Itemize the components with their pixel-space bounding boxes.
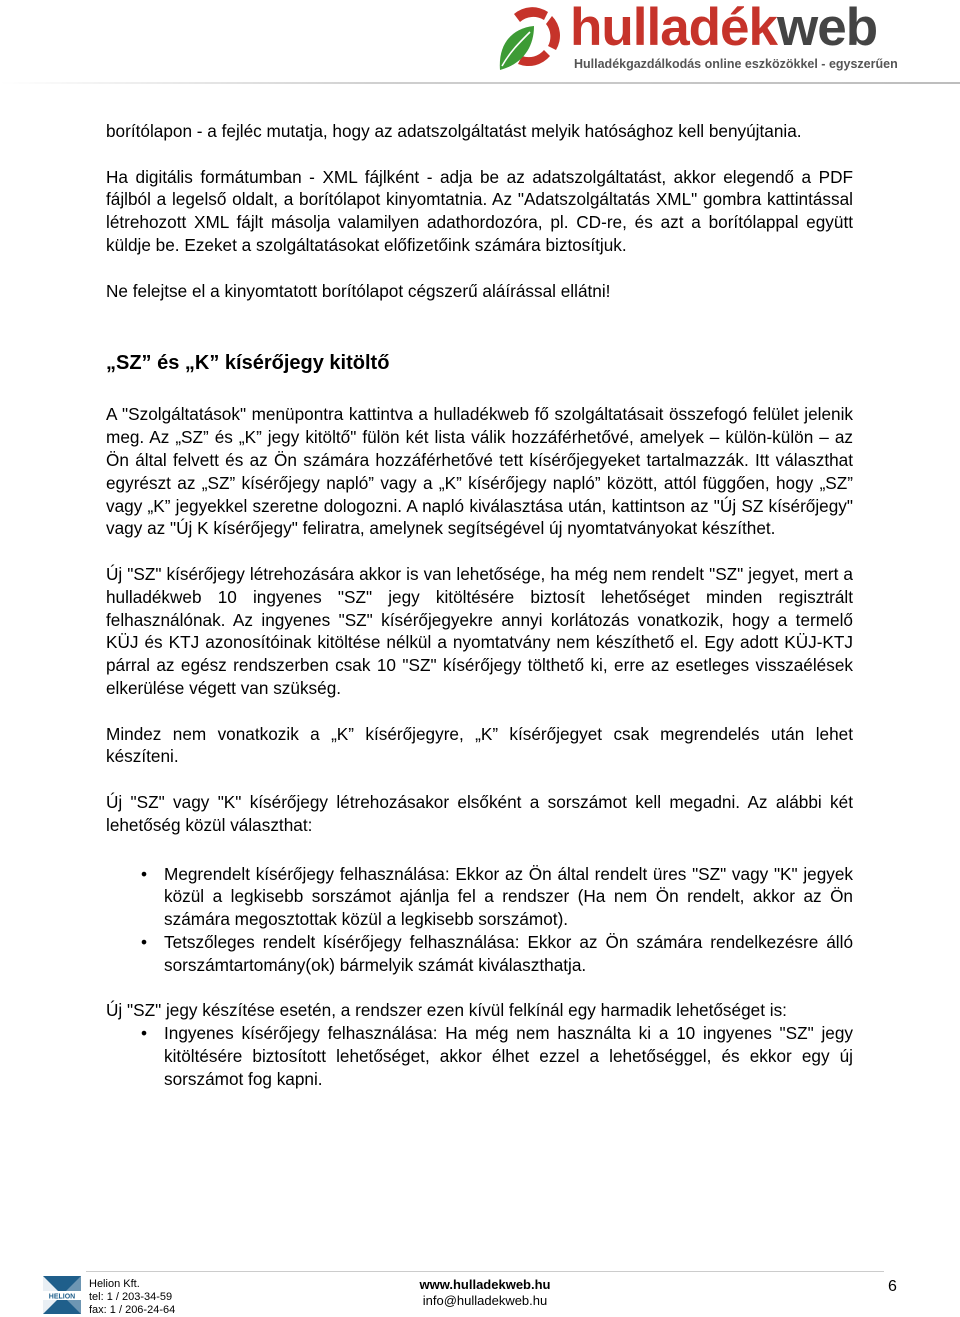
footer-divider [86, 1271, 884, 1272]
header-divider [0, 82, 960, 84]
page-number: 6 [888, 1278, 897, 1295]
paragraph-3: Ne felejtse el a kinyomtatott borítólapot cégszerű aláírással ellátni! [106, 280, 611, 301]
bullet-list-1 [106, 863, 853, 977]
paragraph-1: borítólapon - a fejléc mutatja, hogy az adatszolgáltatást melyik hatósághoz kell benyújtania. [106, 121, 802, 141]
website-link[interactable]: www.hulladekweb.hu [419, 1277, 551, 1292]
bullet-list-2 [106, 1022, 853, 1090]
brand-part1: hulladék [570, 0, 778, 57]
list-item [106, 863, 853, 931]
section-heading: „SZ” és „K” kísérőjegy kitöltő [106, 352, 390, 375]
paragraph-2: Ha digitális formátumban - XML fájlként - adja be az adatszolgáltatást, akkor elegendő a PDF fájlból a legelső oldalt, a borítólapot kinyomtatnia. Az "Adatszolgáltatás XML" gombra kattintással létrehozott XML fájlt másolja valamilyen adathordozóra, pl. CD-re, és azt a borítólappal együtt küldje be. Ezeket a szolgáltatásokat előfizetőink számára biztosítjuk. [106, 166, 853, 255]
list-item-text: Ingyenes kísérőjegy felhasználása: Ha még nem használta ki a 10 ingyenes "SZ" jegy kitöltésére biztosított lehetőséget, akkor élhet ezzel a lehetőséggel, és ekkor egy új sorszámot fog kapni. [164, 1023, 853, 1089]
company-name: Helion Kft. [89, 1278, 140, 1290]
phone-number: tel: 1 / 203-34-59 [89, 1291, 173, 1303]
fax-number: fax: 1 / 206-24-64 [89, 1304, 176, 1316]
brand-part2: web [777, 0, 878, 57]
bullet-icon: • [140, 1023, 148, 1044]
bullet-icon: • [140, 863, 148, 884]
paragraph-4: A "Szolgáltatások" menüpontra kattintva a hulladékweb fő szolgáltatásait összefogó felület jelenik meg. Az „SZ” és „K” jegy kitöltő" fülön két lista válik hozzáférhetővé, amelyek – külön-külön – az Ön által felvett és az Ön számára hozzáférhetővé tett kísérőjegyeket tartalmazzák. Itt választhat egyrészt az „SZ” kísérőjegy napló” vagy a „K” kísérőjegy napló” között, attól függően, hogy „SZ” vagy „K” jegyekkel szeretne dologozni. A napló kiválasztása után, kattintson az "Új SZ kísérőjegy" vagy az "Új K kísérőjegy" feliratra, amelynek segítségével új nyomtatványokat készíthet. [106, 404, 853, 539]
helion-logo-icon [43, 1276, 81, 1314]
paragraph-8: Új "SZ" jegy készítése esetén, a rendszer ezen kívül felkínál egy harmadik lehetőséget is: [106, 1000, 787, 1021]
list-item [106, 931, 853, 977]
paragraph-6: Mindez nem vonatkozik a „K” kísérőjegyre, „K” kísérőjegyet csak megrendelés után lehet készíteni. [106, 723, 853, 767]
footer-links [360, 1277, 610, 1309]
email-link[interactable]: info@hulladekweb.hu [422, 1293, 548, 1308]
list-item-text: Tetszőleges rendelt kísérőjegy felhasználása: Ekkor az Ön számára rendelkezésre álló sorszámtartomány(ok) bármelyik számát kiválaszthatja. [164, 931, 853, 975]
list-item [106, 1022, 853, 1090]
document-body [106, 120, 853, 1090]
helion-logo-text: HELION [48, 1293, 76, 1301]
footer-contact [89, 1278, 175, 1317]
bullet-icon: • [140, 931, 148, 952]
list-item-text: Megrendelt kísérőjegy felhasználása: Ekkor az Ön által rendelt üres "SZ" vagy "K" jegyek közül a legkisebb sorszámot ajánlja fel a rendszer (Ha nem Ön rendelt, akkor az Ön számára megosztottak közül a legkisebb sorszámot). [164, 863, 853, 930]
brand-wordmark [570, 0, 877, 58]
recycle-leaf-icon [494, 4, 566, 74]
brand-tagline: Hulladékgazdálkodás online eszközökkel - egyszerűen [574, 57, 898, 71]
paragraph-7: Új "SZ" vagy "K" kísérőjegy létrehozásakor elsőként a sorszámot kell megadni. Az alábbi két lehetőség közül választhat: [106, 791, 853, 835]
hulladekweb-logo [494, 0, 934, 74]
paragraph-5: Új "SZ" kísérőjegy létrehozására akkor is van lehetősége, ha még nem rendelt "SZ" jegyet, mert a hulladékweb 10 ingyenes "SZ" jegy kitöltésére biztosít lehetőséget minden regisztrált felhasználónak. Az ingyenes "SZ" kísérőjegyekre annyi korlátozás vonatkozik, hogy a termelő KÜJ és KTJ azonosítóinak kitöltése nélkül a nyomtatvány nem készíthető el. Egy adott KÜJ-KTJ párral az egész rendszerben csak 10 "SZ" kísérőjegy tölthető ki, erre az esetleges visszaélések elkerülése végett van szükség. [106, 563, 853, 698]
